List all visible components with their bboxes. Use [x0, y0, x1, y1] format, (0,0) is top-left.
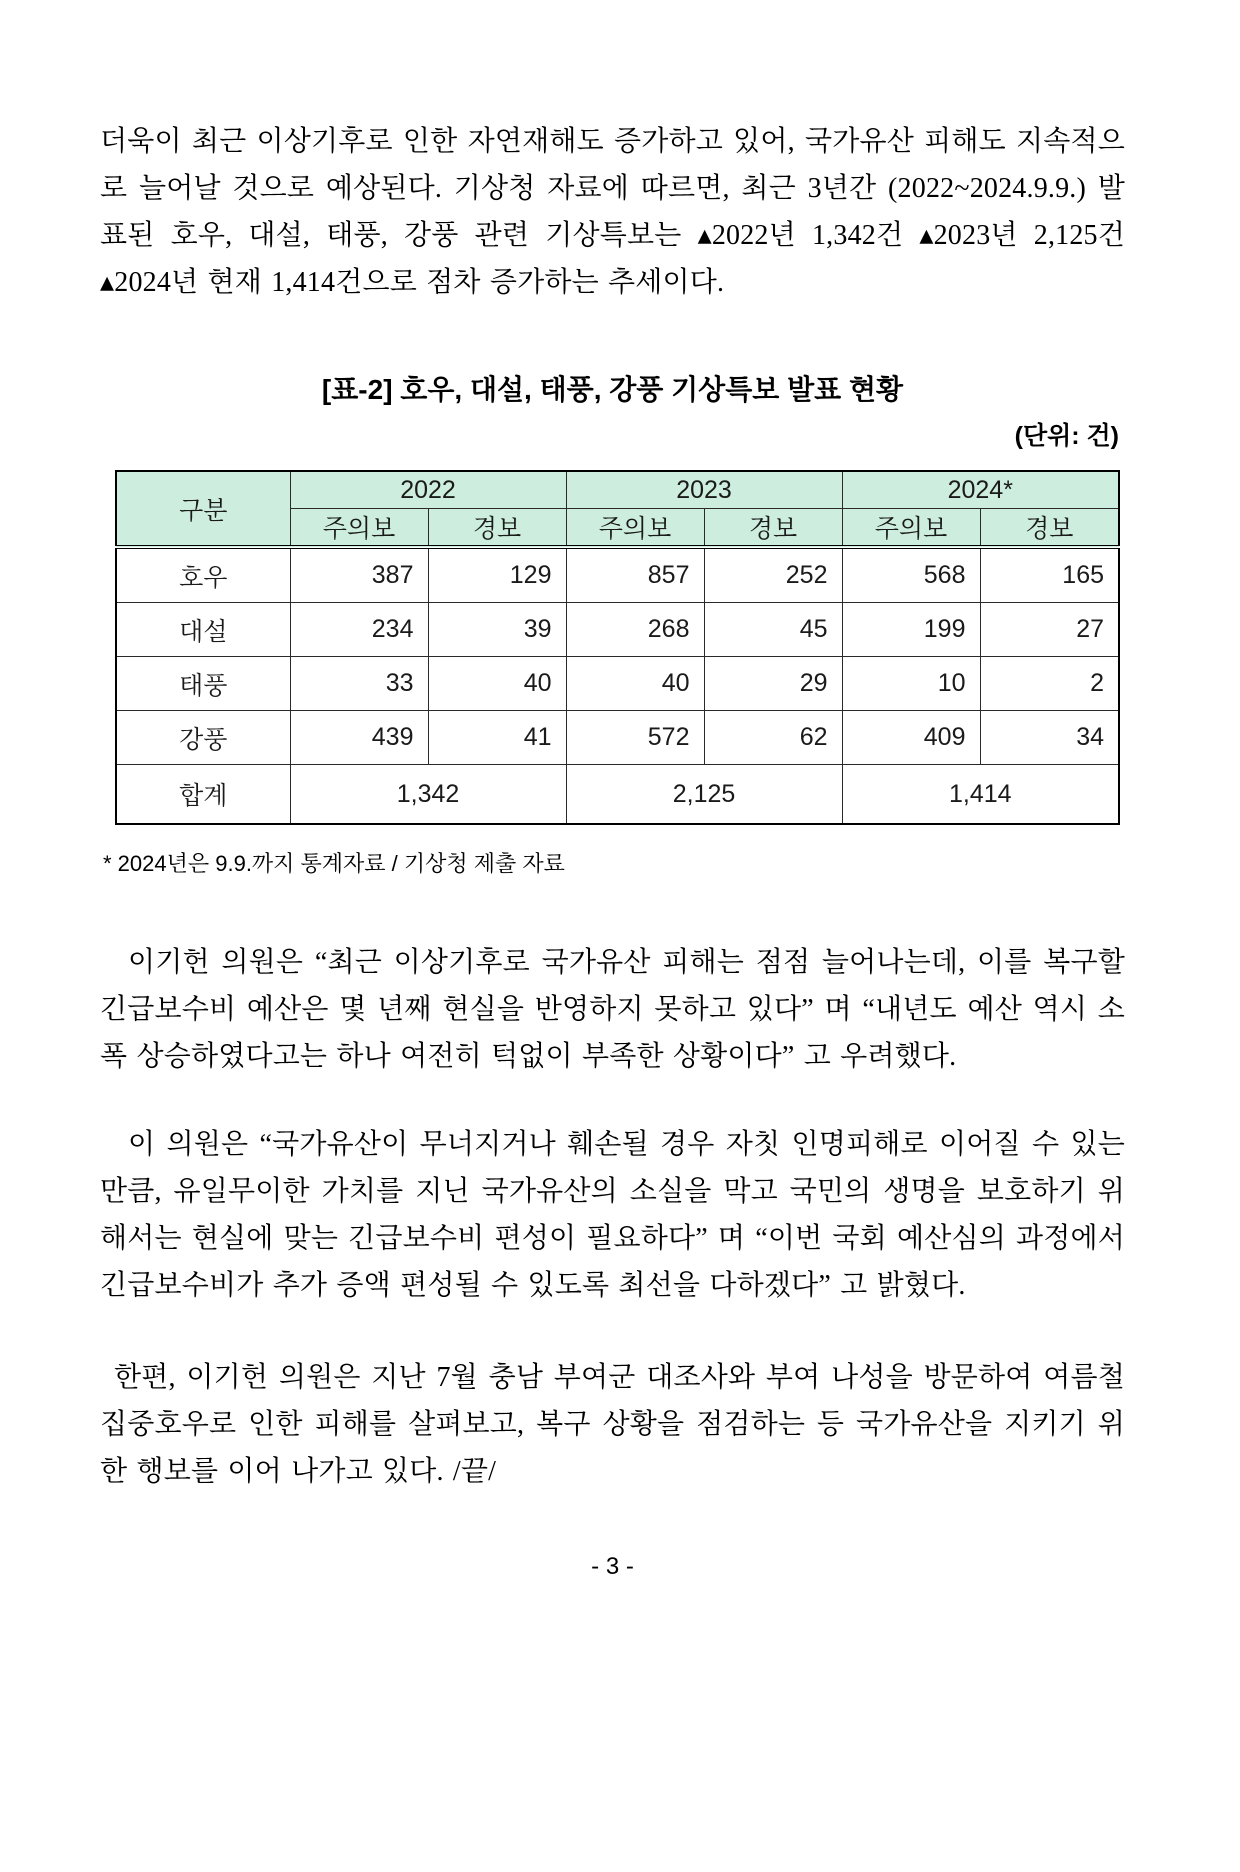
weather-alert-table: [115, 470, 1120, 825]
page-number: - 3 -: [591, 1553, 634, 1580]
cell-value: 199: [842, 603, 980, 657]
cell-value: 568: [842, 547, 980, 603]
paragraph-quote-1: 이기헌 의원은 “최근 이상기후로 국가유산 피해는 점점 늘어나는데, 이를 복구할 긴급보수비 예산은 몇 년째 현실을 반영하지 못하고 있다” 며 “내년도 예산 역시 소폭 상승하였다고는 하나 여전히 턱없이 부족한 상황이다” 고 우려했다.: [100, 947, 1125, 1072]
table-row: [116, 603, 1119, 657]
table-header: [116, 471, 1119, 547]
cell-value: 33: [290, 657, 428, 711]
cell-value: 40: [566, 657, 704, 711]
table-title: [표-2] 호우, 대설, 태풍, 강풍 기상특보 발표 현황: [321, 374, 904, 405]
table-row: [116, 657, 1119, 711]
cell-value: 10: [842, 657, 980, 711]
cell-value: 34: [980, 711, 1119, 765]
header-advisory-2022: 주의보: [290, 509, 428, 548]
header-warning-2024: 경보: [980, 509, 1119, 548]
cell-value: 27: [980, 603, 1119, 657]
header-gubun: 구분: [116, 471, 290, 547]
paragraph-intro: 더욱이 최근 이상기후로 인한 자연재해도 증가하고 있어, 국가유산 피해도 지속적으로 늘어날 것으로 예상된다. 기상청 자료에 따르면, 최근 3년간 (2022~2024.9.9.) 발표된 호우, 대설, 태풍, 강풍 관련 기상특보는 ▴2022년 1,342건 ▴2023년 2,125건 ▴2024년 현재 1,414건으로 점차 증가하는 추세이다.: [100, 126, 1125, 298]
table-header-year-row: [116, 471, 1119, 509]
total-2023: 2,125: [566, 765, 842, 825]
cell-value: 165: [980, 547, 1119, 603]
cell-value: 29: [704, 657, 842, 711]
header-warning-2023: 경보: [704, 509, 842, 548]
cell-value: 45: [704, 603, 842, 657]
cell-value: 234: [290, 603, 428, 657]
table-footnote: * 2024년은 9.9.까지 통계자료 / 기상청 제출 자료: [103, 851, 565, 876]
row-label-total: 합계: [116, 765, 290, 825]
header-warning-2022: 경보: [428, 509, 566, 548]
row-label-taepung: 태풍: [116, 657, 290, 711]
table-row: [116, 711, 1119, 765]
cell-value: 857: [566, 547, 704, 603]
row-label-houu: 호우: [116, 547, 290, 603]
cell-value: 62: [704, 711, 842, 765]
row-label-gangpung: 강풍: [116, 711, 290, 765]
cell-value: 41: [428, 711, 566, 765]
cell-value: 40: [428, 657, 566, 711]
row-label-daeseol: 대설: [116, 603, 290, 657]
cell-value: 39: [428, 603, 566, 657]
cell-value: 387: [290, 547, 428, 603]
paragraph-quote-2: 이 의원은 “국가유산이 무너지거나 훼손될 경우 자칫 인명피해로 이어질 수 있는 만큼, 유일무이한 가치를 지닌 국가유산의 소실을 막고 국민의 생명을 보호하기 위해서는 현실에 맞는 긴급보수비 편성이 필요하다” 며 “이번 국회 예산심의 과정에서 긴급보수비가 추가 증액 편성될 수 있도록 최선을 다하겠다” 고 밝혔다.: [100, 1129, 1125, 1301]
total-2024: 1,414: [842, 765, 1119, 825]
table-total-row: [116, 765, 1119, 825]
header-year-2022: 2022: [290, 471, 566, 509]
cell-value: 409: [842, 711, 980, 765]
cell-value: 439: [290, 711, 428, 765]
cell-value: 2: [980, 657, 1119, 711]
header-year-2023: 2023: [566, 471, 842, 509]
cell-value: 572: [566, 711, 704, 765]
cell-value: 129: [428, 547, 566, 603]
total-2022: 1,342: [290, 765, 566, 825]
cell-value: 268: [566, 603, 704, 657]
header-advisory-2024: 주의보: [842, 509, 980, 548]
header-advisory-2023: 주의보: [566, 509, 704, 548]
header-year-2024: 2024*: [842, 471, 1119, 509]
table-row: [116, 547, 1119, 603]
paragraph-closing: 한편, 이기헌 의원은 지난 7월 충남 부여군 대조사와 부여 나성을 방문하여 여름철 집중호우로 인한 피해를 살펴보고, 복구 상황을 점검하는 등 국가유산을 지키기 위한 행보를 이어 나가고 있다. /끝/: [100, 1362, 1125, 1487]
cell-value: 252: [704, 547, 842, 603]
table-unit-label: (단위: 건): [1014, 422, 1119, 450]
page-content: [100, 118, 1125, 1581]
